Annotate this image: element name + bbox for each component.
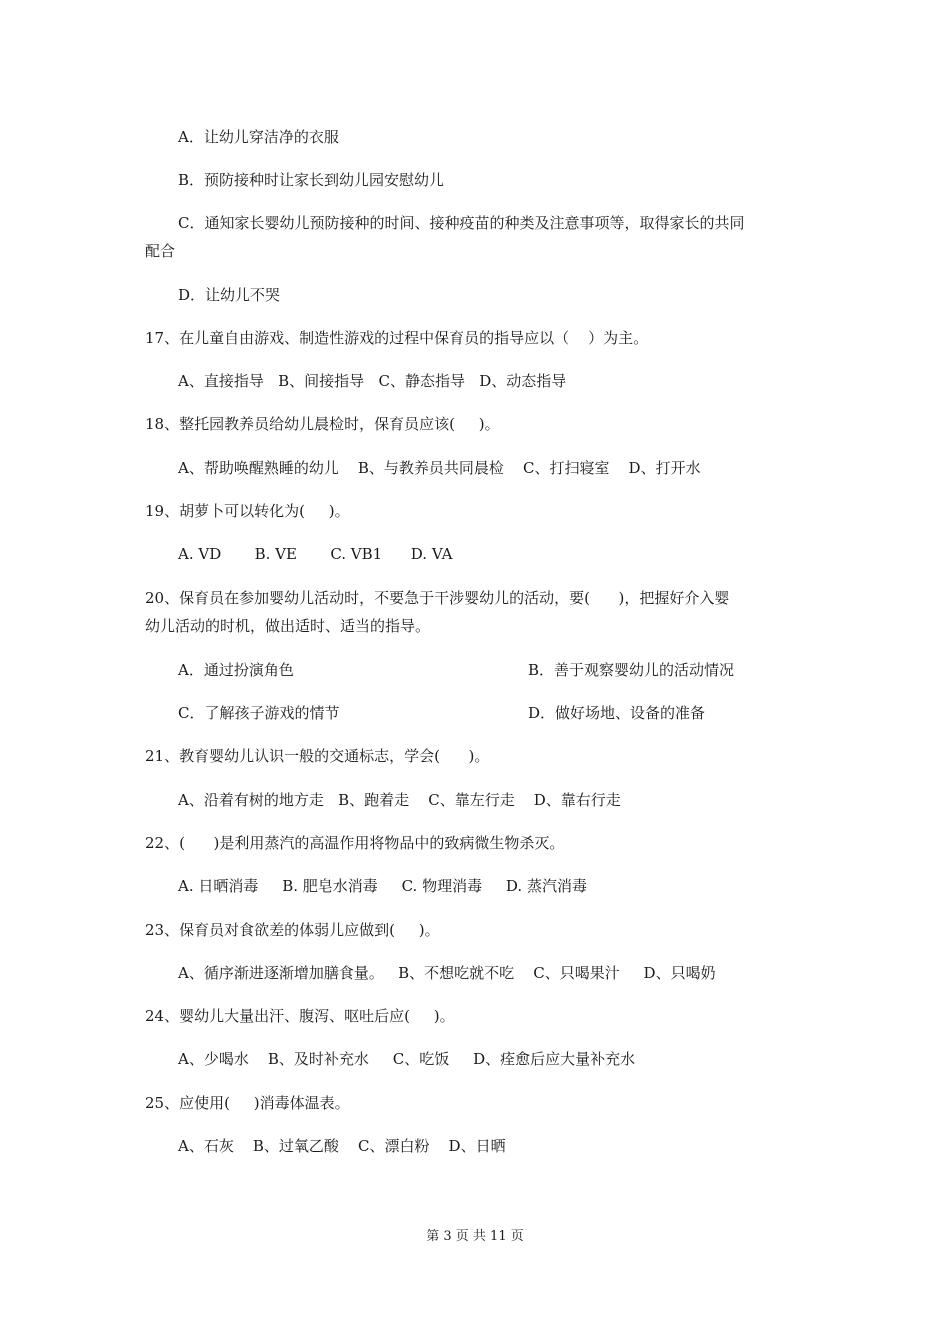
q16-option-b: B．预防接种时让家长到幼儿园安慰幼儿 <box>178 171 445 189</box>
q24-question: 24、婴幼儿大量出汗、腹泻、呕吐后应( )。 <box>145 1007 455 1025</box>
q20-option-b: B．善于观察婴幼儿的活动情况 <box>528 661 735 679</box>
q23-question: 23、保育员对食欲差的体弱儿应做到( )。 <box>145 921 440 939</box>
q16-option-c-line2: 配合 <box>145 242 176 260</box>
q19-question: 19、胡萝卜可以转化为( )。 <box>145 502 350 520</box>
q16-option-d: D．让幼儿不哭 <box>178 286 281 304</box>
q21-options: A、沿着有树的地方走 B、跑着走 C、靠左行走 D、靠右行走 <box>178 791 621 809</box>
q19-options: A. VD B. VE C. VB1 D. VA <box>178 545 453 563</box>
q18-question: 18、整托园教养员给幼儿晨检时，保育员应该( )。 <box>145 415 500 433</box>
q25-options: A、石灰 B、过氧乙酸 C、漂白粉 D、日晒 <box>178 1137 506 1155</box>
q20-option-d: D．做好场地、设备的准备 <box>528 704 706 722</box>
q20-question-line2: 幼儿活动的时机，做出适时、适当的指导。 <box>145 617 431 635</box>
q24-options: A、少喝水 B、及时补充水 C、吃饭 D、痊愈后应大量补充水 <box>178 1050 636 1068</box>
q25-question: 25、应使用( )消毒体温表。 <box>145 1094 350 1112</box>
q16-option-a: A．让幼儿穿洁净的衣服 <box>178 128 339 146</box>
page-footer: 第 3 页 共 11 页 <box>426 1229 524 1244</box>
q17-options: A、直接指导 B、间接指导 C、静态指导 D、动态指导 <box>178 372 567 390</box>
q22-question: 22、( )是利用蒸汽的高温作用将物品中的致病微生物杀灭。 <box>145 834 565 852</box>
q18-options: A、帮助唤醒熟睡的幼儿 B、与教养员共同晨检 C、打扫寝室 D、打开水 <box>178 459 701 477</box>
q17-question: 17、在儿童自由游戏、制造性游戏的过程中保育员的指导应以（ ）为主。 <box>145 329 649 347</box>
q20-option-a: A．通过扮演角色 <box>178 661 294 679</box>
q16-option-c-line1: C．通知家长婴幼儿预防接种的时间、接种疫苗的种类及注意事项等，取得家长的共同 <box>178 214 745 232</box>
q20-option-c: C．了解孩子游戏的情节 <box>178 704 340 722</box>
q20-question-line1: 20、保育员在参加婴幼儿活动时，不要急于干涉婴幼儿的活动，要( )，把握好介入婴 <box>145 589 730 607</box>
q22-options: A. 日晒消毒 B. 肥皂水消毒 C. 物理消毒 D. 蒸汽消毒 <box>178 877 587 895</box>
q23-options: A、循序渐进逐渐增加膳食量。 B、不想吃就不吃 C、只喝果汁 D、只喝奶 <box>178 964 716 982</box>
q21-question: 21、教育婴幼儿认识一般的交通标志，学会( )。 <box>145 747 490 765</box>
